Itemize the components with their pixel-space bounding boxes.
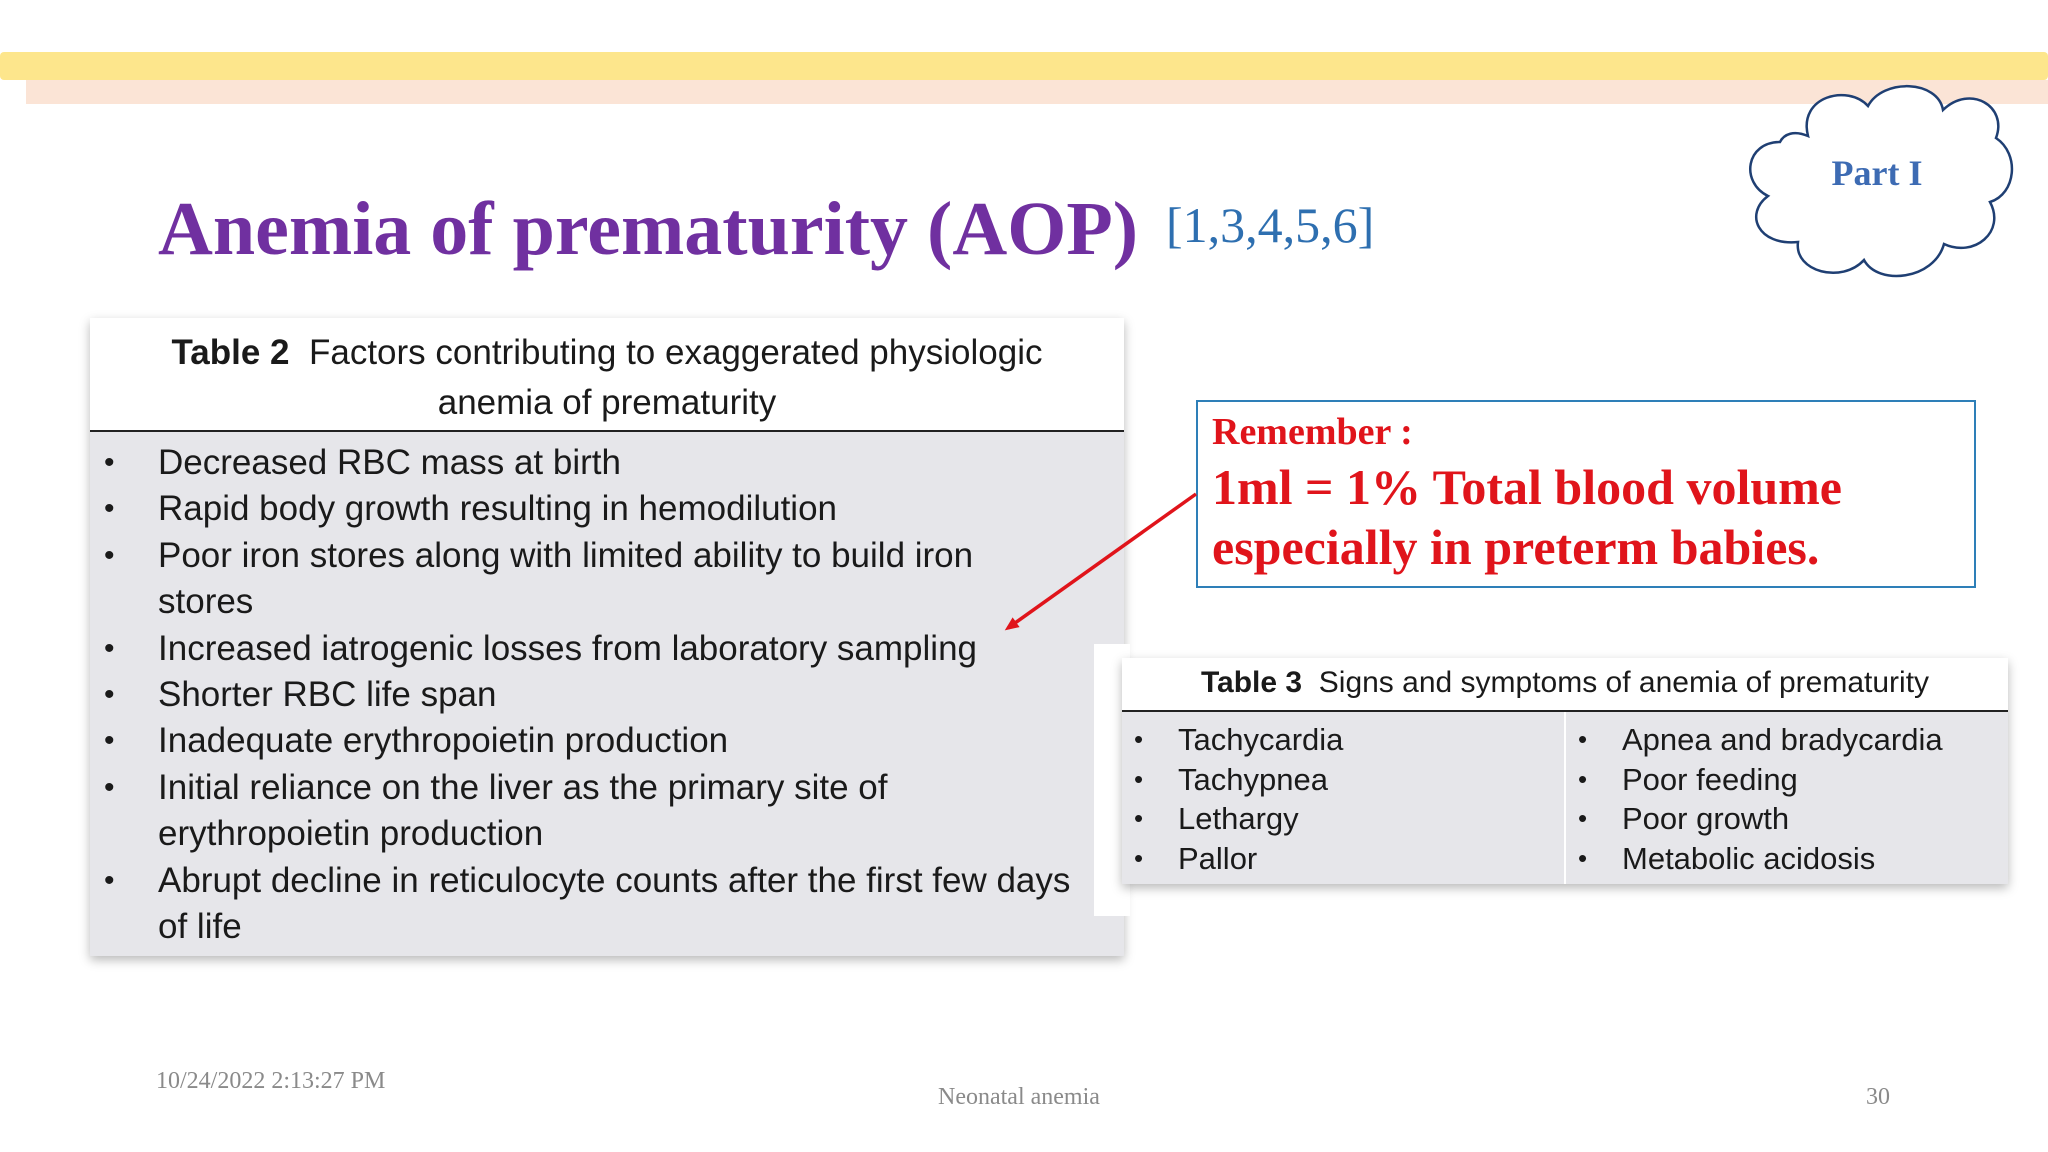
list-item-text: Pallor <box>1178 840 1258 876</box>
remember-callout <box>1196 400 1976 588</box>
list-item-text: Decreased RBC mass at birth <box>158 443 621 482</box>
list-item <box>90 672 1220 718</box>
part-label: Part I <box>1831 153 1923 193</box>
footer-date: 10/24/2022 2:13:27 PM <box>156 1068 386 1094</box>
bullet-icon: • <box>1578 724 1588 754</box>
bullet-icon: • <box>104 678 115 712</box>
list-item <box>90 533 1220 626</box>
remember-label: Remember : <box>1212 411 1413 453</box>
bullet-icon: • <box>104 770 115 804</box>
list-item-text: Inadequate erythropoietin production <box>158 721 729 761</box>
list-item <box>1566 799 1943 839</box>
bullet-icon: • <box>1578 842 1588 873</box>
signs-table-header <box>1122 658 2008 712</box>
factors-table <box>90 318 1124 956</box>
list-item <box>90 765 1220 858</box>
slide-title: Anemia of prematurity (AOP) <box>158 187 1139 271</box>
list-item-text: Metabolic acidosis <box>1622 840 1876 876</box>
list-item-text: Rapid body growth resulting in hemodilution <box>158 489 838 529</box>
list-item <box>90 486 1220 532</box>
list-item <box>1122 839 1343 879</box>
signs-left-column <box>1122 720 1343 878</box>
remember-line-1: 1ml = 1% Total blood volume <box>1212 459 1842 515</box>
list-item-text: Poor iron stores along with limited ability to build iron stores <box>158 535 974 622</box>
list-item <box>90 718 1220 764</box>
part-cloud-callout <box>1738 76 2016 288</box>
list-item-text: Initial reliance on the liver as the primary site of erythropoietin production <box>158 767 888 854</box>
bullet-icon: • <box>1578 803 1588 834</box>
bullet-icon: • <box>104 863 115 897</box>
factors-list <box>90 440 1220 950</box>
list-item-text: Abrupt decline in reticulocyte counts after the first few days of life <box>158 860 1071 947</box>
list-item-text: Tachycardia <box>1178 722 1344 757</box>
list-item <box>90 626 1220 672</box>
bullet-icon: • <box>1134 803 1144 834</box>
list-item <box>90 858 1220 951</box>
list-item <box>1122 799 1343 839</box>
bullet-icon: • <box>104 446 115 479</box>
page-number: 30 <box>1866 1084 1890 1110</box>
bullet-icon: • <box>1134 724 1144 754</box>
signs-right-column <box>1566 720 1943 878</box>
list-item-text: Lethargy <box>1178 801 1299 837</box>
list-item <box>1566 720 1943 760</box>
list-item-text: Apnea and bradycardia <box>1622 722 1943 757</box>
list-item <box>1566 760 1943 800</box>
bullet-icon: • <box>1134 763 1144 794</box>
slide-references: [1,3,4,5,6] <box>1166 197 1375 253</box>
list-item-text: Tachypnea <box>1178 761 1328 797</box>
list-item-text: Increased iatrogenic losses from laboratory sampling <box>158 628 977 668</box>
signs-table <box>1122 658 2008 884</box>
list-item <box>1566 839 1943 879</box>
factors-table-title: Factors contributing to exaggerated physiologic anemia of prematurity <box>308 333 1043 422</box>
list-item <box>90 440 1220 486</box>
bullet-icon: • <box>104 724 115 758</box>
signs-table-number: Table 3 <box>1200 666 1303 699</box>
bullet-icon: • <box>104 492 115 526</box>
remember-line-2: especially in preterm babies. <box>1212 519 1820 575</box>
signs-table-caption <box>1122 666 2008 700</box>
bullet-icon: • <box>1134 842 1144 873</box>
factors-table-number: Table 2 <box>171 333 290 372</box>
bullet-icon: • <box>104 631 115 665</box>
list-item <box>1122 760 1343 800</box>
bullet-icon: • <box>104 538 115 572</box>
list-item <box>1122 720 1343 760</box>
list-item-text: Shorter RBC life span <box>158 675 497 715</box>
list-item-text: Poor growth <box>1622 801 1790 837</box>
list-item-text: Poor feeding <box>1622 761 1798 797</box>
footer-title: Neonatal anemia <box>938 1084 1100 1110</box>
factors-table-caption <box>130 328 1084 428</box>
factors-table-header <box>90 318 1124 432</box>
signs-table-title: Signs and symptoms of anemia of prematurity <box>1318 666 1930 699</box>
bullet-icon: • <box>1578 763 1588 794</box>
